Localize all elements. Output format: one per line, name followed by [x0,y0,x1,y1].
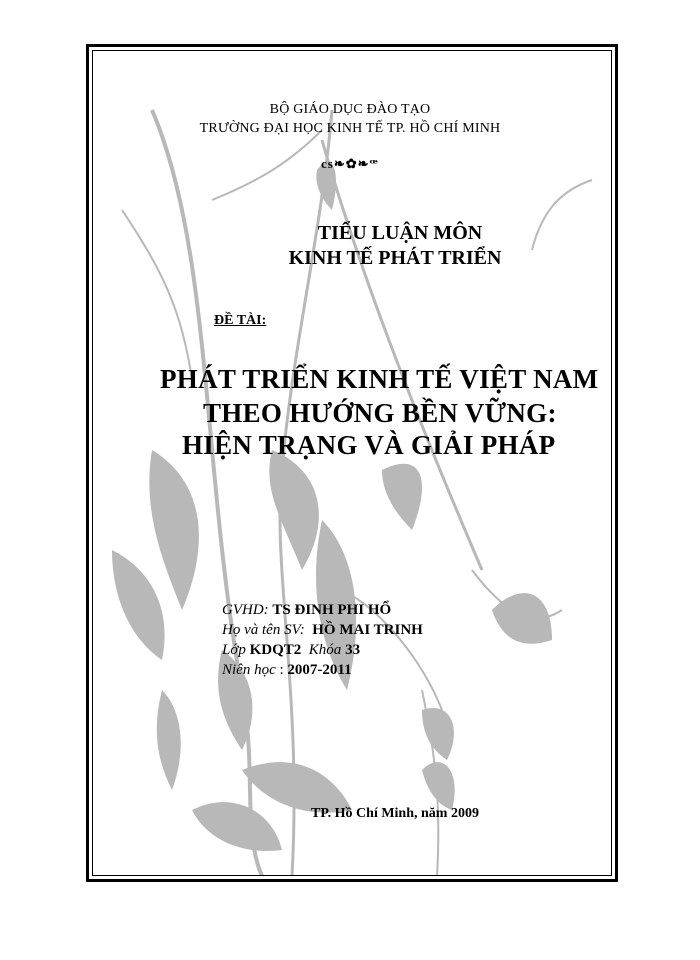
course-label: Khóa [308,642,342,658]
class-row [222,642,360,659]
supervisor-value: TS ĐINH PHI HỔ [272,602,392,618]
supervisor-label: GVHD: [222,602,269,618]
place-and-date: TP. Hồ Chí Minh, năm 2009 [311,806,479,821]
university-name: TRƯỜNG ĐẠI HỌC KINH TẾ TP. HỒ CHÍ MINH [199,121,501,136]
topic-label: ĐỀ TÀI: [214,313,267,328]
page-inner-border [92,50,612,876]
supervisor-row [222,602,391,619]
student-row [222,622,423,639]
year-row: Niên học : 2007-2011 [222,662,352,678]
class-label: Lớp [222,642,246,658]
year-label: Niên học [222,662,276,678]
ornament-divider: cs❧✿❧ꟹ [321,156,379,171]
student-label: Họ và tên SV: [222,622,305,638]
student-value: HỒ MAI TRINH [312,622,423,638]
ministry-name: BỘ GIÁO DỤC ĐÀO TẠO [269,102,431,117]
year-value: 2007-2011 [287,662,352,678]
course-value: 33 [345,642,361,658]
topic-line-2: THEO HƯỚNG BỀN VỮNG: [203,398,557,428]
class-value: KDQT2 [249,642,302,658]
topic-line-1: PHÁT TRIỂN KINH TẾ VIỆT NAM [160,364,599,394]
topic-line-3: HIỆN TRẠNG VÀ GIẢI PHÁP [182,430,556,460]
subject-line-1: TIỂU LUẬN MÔN [317,222,483,244]
subject-line-2: KINH TẾ PHÁT TRIỂN [288,247,502,269]
